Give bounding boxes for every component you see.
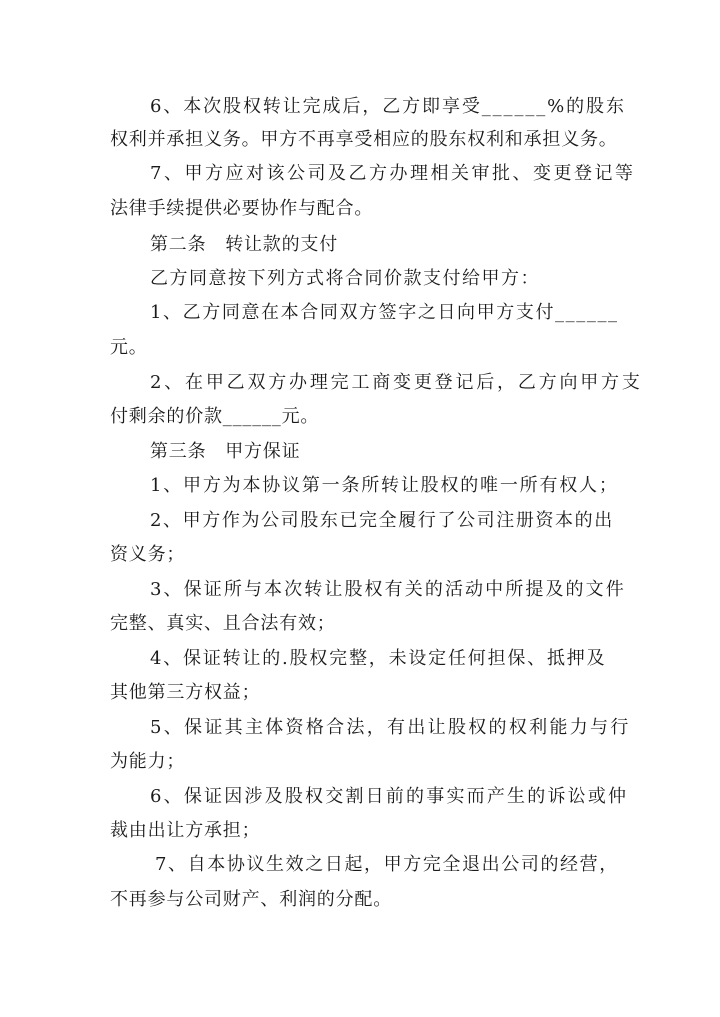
- payment-1-line-1: 1、乙方同意在本合同双方签字之日向甲方支付______: [150, 302, 619, 323]
- clause-6-line-1: 6、本次股权转让完成后，乙方即享受______%的股东: [150, 96, 626, 117]
- guarantee-6-line-1: 6、保证因涉及股权交割日前的事实而产生的诉讼或仲: [150, 786, 629, 807]
- guarantee-5-line-2: 为能力；: [110, 751, 186, 772]
- clause-6-line-2: 权利并承担义务。甲方不再享受相应的股东权利和承担义务。: [110, 129, 618, 150]
- guarantee-3-line-2: 完整、真实、且合法有效；: [110, 613, 336, 634]
- article-2-intro: 乙方同意按下列方式将合同价款支付给甲方：: [150, 268, 540, 289]
- article-2-heading: 第二条 转让款的支付: [150, 234, 338, 255]
- payment-1-line-2: 元。: [110, 337, 148, 358]
- guarantee-4-line-1: 4、保证转让的.股权完整，未设定任何担保、抵押及: [150, 648, 607, 669]
- guarantee-2-line-2: 资义务；: [110, 544, 186, 565]
- guarantee-7-line-1: 7、自本协议生效之日起，甲方完全退出公司的经营，: [155, 854, 619, 875]
- guarantee-6-line-2: 裁由出让方承担；: [110, 820, 261, 841]
- clause-7-line-1: 7、甲方应对该公司及乙方办理相关审批、变更登记等: [150, 163, 636, 184]
- payment-2-line-1: 2、在甲乙双方办理完工商变更登记后，乙方向甲方支: [150, 372, 643, 393]
- payment-2-line-2: 付剩余的价款______元。: [110, 406, 320, 427]
- guarantee-5-line-1: 5、保证其主体资格合法，有出让股权的权利能力与行: [150, 717, 631, 738]
- guarantee-2-line-1: 2、甲方作为公司股东已完全履行了公司注册资本的出: [150, 510, 614, 531]
- guarantee-3-line-1: 3、保证所与本次转让股权有关的活动中所提及的文件: [150, 579, 626, 600]
- guarantee-4-line-2: 其他第三方权益；: [110, 682, 261, 703]
- guarantee-7-line-2: 不再参与公司财产、利润的分配。: [110, 889, 392, 910]
- clause-7-line-2: 法律手续提供必要协作与配合。: [110, 198, 374, 219]
- article-3-heading: 第三条 甲方保证: [150, 441, 301, 462]
- guarantee-1: 1、甲方为本协议第一条所转让股权的唯一所有权人；: [150, 475, 619, 496]
